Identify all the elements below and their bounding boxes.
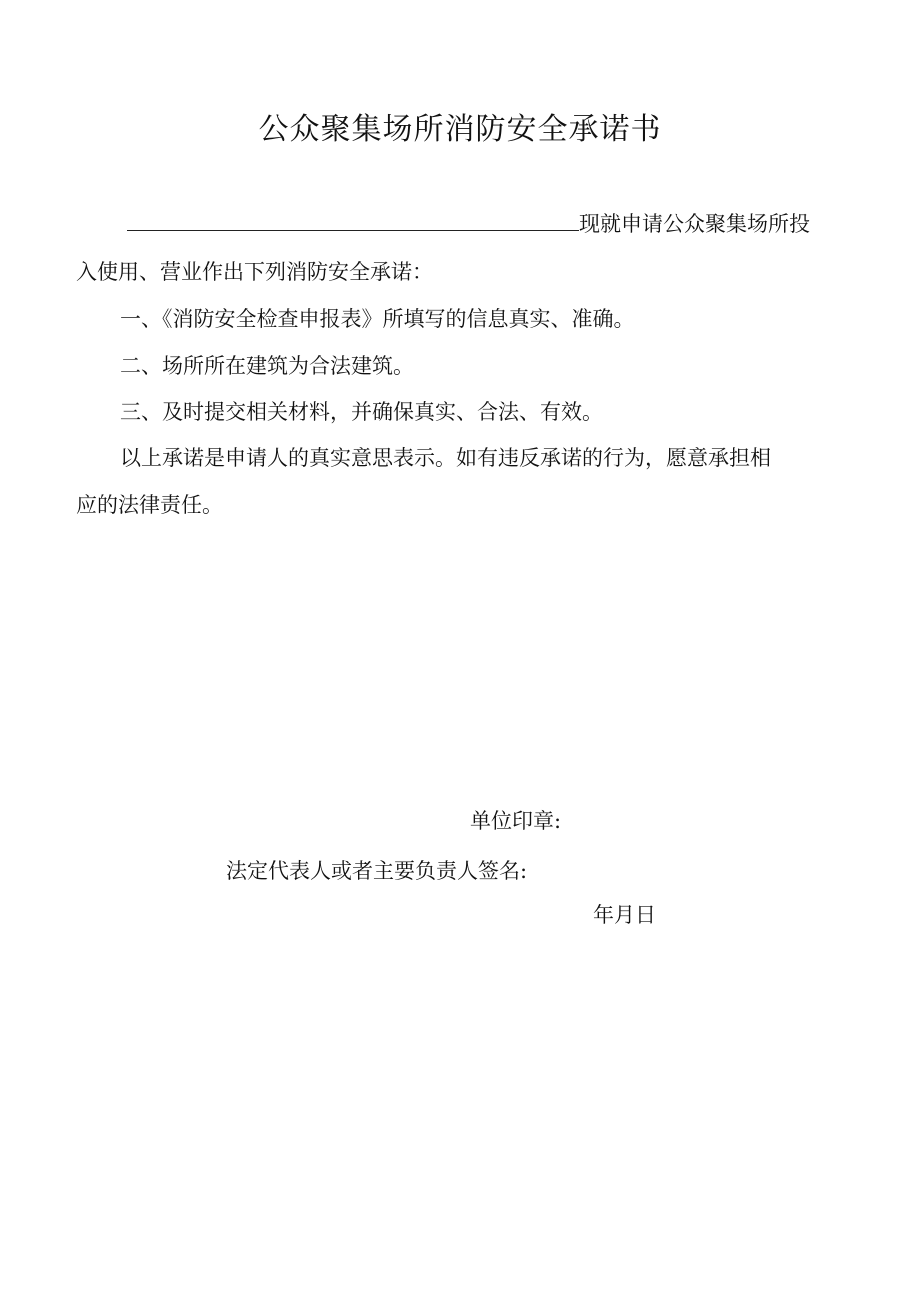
- commitment-item-2: 二、场所所在建筑为合法建筑。: [120, 354, 414, 378]
- signature-label: 法定代表人或者主要负责人签名:: [226, 859, 528, 883]
- applicant-name-blank: [127, 210, 579, 231]
- seal-label: 单位印章:: [470, 809, 562, 833]
- commitment-item-1: 一、《消防安全检查申报表》所填写的信息真实、准确。: [120, 307, 635, 331]
- intro-line-1: [127, 210, 810, 238]
- closing-line-2: 应的法律责任。: [76, 493, 223, 517]
- intro-line-2: 入使用、营业作出下列消防安全承诺：: [76, 260, 433, 284]
- commitment-item-3: 三、及时提交相关材料，并确保真实、合法、有效。: [120, 400, 603, 424]
- closing-line-1: 以上承诺是申请人的真实意思表示。如有违反承诺的行为，愿意承担相: [120, 446, 771, 470]
- date-label: 年月日: [593, 903, 656, 927]
- document-title: 公众聚集场所消防安全承诺书: [258, 112, 662, 147]
- intro-line-1-text: 现就申请公众聚集场所投: [579, 212, 810, 236]
